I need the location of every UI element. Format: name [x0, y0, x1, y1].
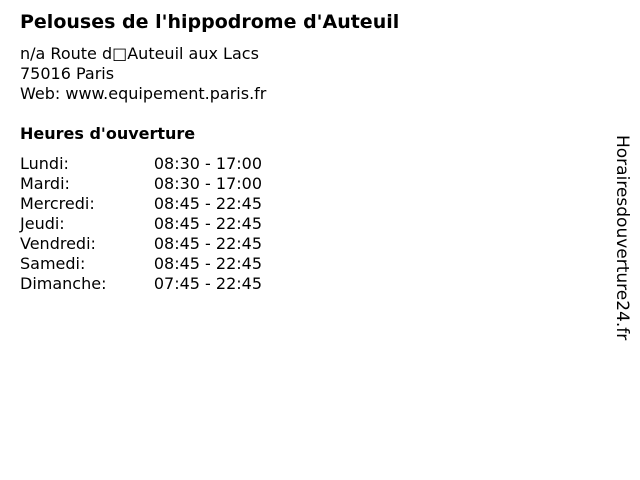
address-street: n/a Route d□Auteuil aux Lacs — [20, 44, 259, 63]
opening-hours-heading: Heures d'ouverture — [20, 124, 196, 143]
website-link[interactable]: Web: www.equipement.paris.fr — [20, 84, 267, 103]
place-title: Pelouses de l'hippodrome d'Auteuil — [20, 11, 400, 33]
day-label: Jeudi: — [20, 214, 65, 233]
brand-watermark — [598, 135, 640, 345]
time-range: 08:45 - 22:45 — [153, 214, 262, 233]
time-range: 08:45 - 22:45 — [153, 234, 262, 253]
time-range: 07:45 - 22:45 — [153, 274, 262, 293]
day-label: Vendredi: — [20, 234, 96, 253]
time-range: 08:30 - 17:00 — [153, 174, 262, 193]
time-range: 08:30 - 17:00 — [153, 154, 262, 173]
day-label: Mercredi: — [20, 194, 95, 213]
address-city: 75016 Paris — [20, 64, 115, 83]
day-label: Dimanche: — [20, 274, 107, 293]
day-label: Samedi: — [20, 254, 86, 273]
day-label: Mardi: — [20, 174, 70, 193]
brand-text: Horairesdouverture24.fr — [612, 135, 632, 341]
address-block — [20, 44, 266, 104]
time-range: 08:45 - 22:45 — [153, 254, 262, 273]
time-range: 08:45 - 22:45 — [153, 194, 262, 213]
day-label: Lundi: — [20, 154, 69, 173]
